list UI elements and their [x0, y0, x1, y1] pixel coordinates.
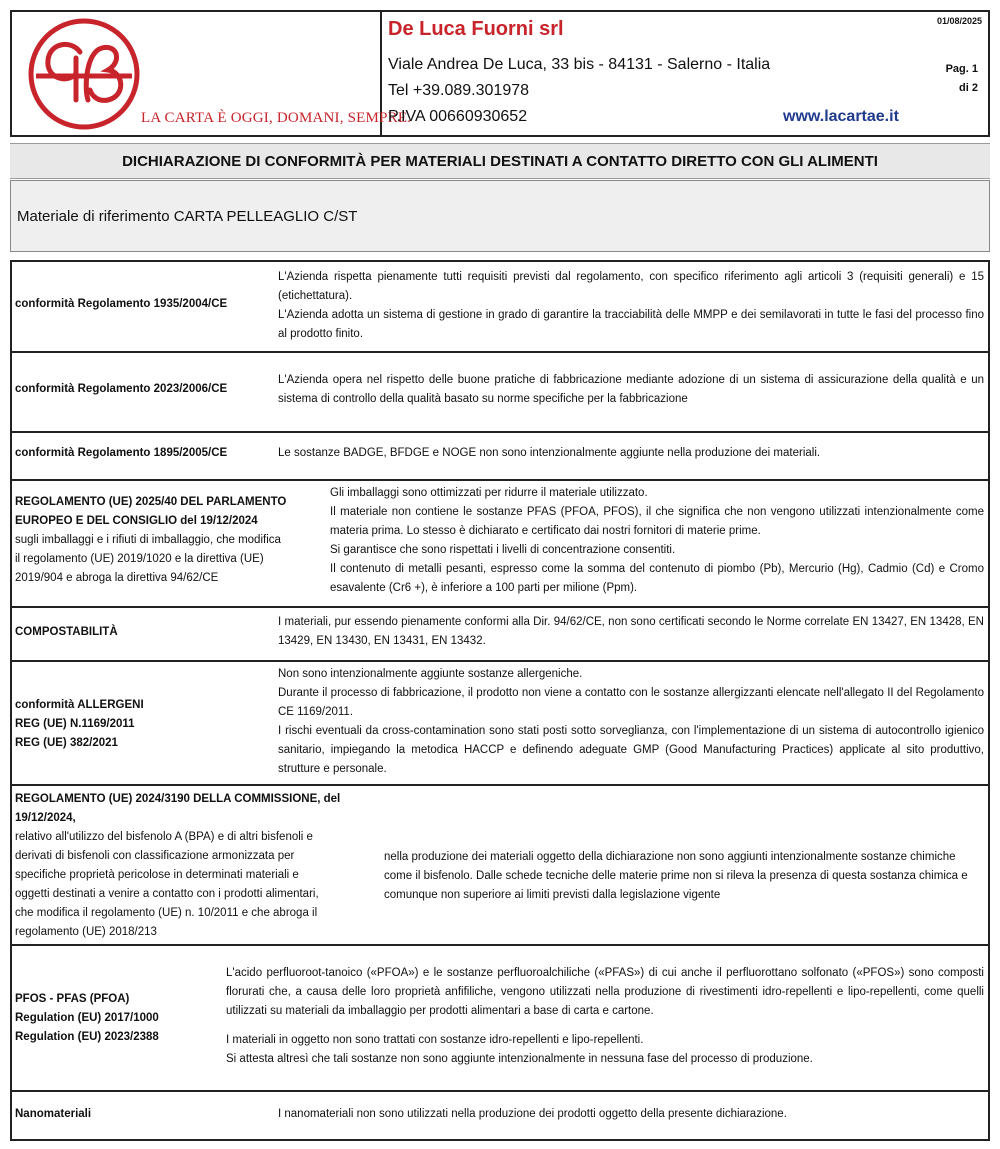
- document-header: [10, 10, 990, 137]
- company-phone: Tel +39.089.301978: [388, 82, 530, 99]
- row-text: L'Azienda opera nel rispetto delle buone pratiche di fabbricazione mediante adozione di un sistema di assicurazione della qualità e un sistema di controllo della qualità basato su norme specifiche per la fabbricazione: [278, 374, 984, 405]
- row-label: COMPOSTABILITÀ: [15, 626, 118, 638]
- row-text: nella produzione dei materiali oggetto della dichiarazione non sono aggiunti intenzionalmente sostanze chimiche come il bisfenolo. Dalle schede tecniche delle materie prime non si rileva la presenza di questa sostanza chimica e comunque non superiore ai limiti previsti dalla legislazione vigente: [384, 851, 968, 901]
- row-text: I nanomateriali non sono utilizzati nella produzione dei prodotti oggetto della presente dichiarazione.: [278, 1108, 787, 1120]
- row-label: conformità Regolamento 2023/2006/CE: [15, 383, 228, 395]
- row-text: L'Azienda rispetta pienamente tutti requisiti previsti dal regolamento, con specifico riferimento agli articoli 3 (requisiti generali) e 15 (etichettatura). L'Azienda adotta un sistema di gestione in grado di garantire la tracciabilità delle MMPP e dei semilavorati in tutte le fasi del processo fino al prodotto finito.: [278, 271, 984, 340]
- company-address: Viale Andrea De Luca, 33 bis - 84131 - Salerno - Italia: [388, 56, 771, 73]
- logo-cell: [12, 12, 412, 135]
- table-row: [12, 351, 988, 433]
- table-row: [12, 1090, 988, 1139]
- material-reference: Materiale di riferimento CARTA PELLEAGLIO C/ST: [17, 208, 358, 225]
- row-label: REGOLAMENTO (UE) 2025/40 DEL PARLAMENTO EUROPEO E DEL CONSIGLIO del 19/12/2024 sugli imballaggi e i rifiuti di imballaggio, che modifica il regolamento (UE) 2019/1020 e la direttiva (UE) 2019/904 e abroga la direttiva 94/62/CE: [15, 496, 287, 584]
- row-text: Gli imballaggi sono ottimizzati per ridurre il materiale utilizzato. Il materiale non contiene le sostanze PFAS (PFOA, PFOS), il che significa che non vengono utilizzati intenzionalmente come materia prima. Lo stesso è dichiarato e certificato dai nostri fornitori di materie prime. Si garantisce che sono rispettati i livelli di concentrazione consentiti. Il contenuto di metalli pesanti, espresso come la somma del contenuto di piombo (Pb), Mercurio (Hg), Cadmio (Cd) e Cromo esavalente (Cr6 +), è inferiore a 100 parti per milione (Ppm).: [330, 487, 984, 594]
- company-tagline: LA CARTA È OGGI, DOMANI, SEMPRE.: [141, 110, 412, 126]
- row-label: PFOS - PFAS (PFOA) Regulation (EU) 2017/1000 Regulation (EU) 2023/2388: [15, 993, 159, 1043]
- company-logo-icon: [28, 18, 140, 130]
- material-box: [10, 180, 990, 252]
- conformity-table: [10, 260, 990, 1141]
- company-name: De Luca Fuorni srl: [388, 18, 564, 40]
- row-text: L'acido perfluoroot-tanoico («PFOA») e le sostanze perfluoroalchiliche («PFAS») di cui anche il perfluorottano solfonato («PFOS») sono composti florurati che, a causa delle loro proprietà anfifiliche, vengono utilizzati nella produzione di rivestimenti idro-repellenti e lipo-repellenti, come quelli utilizzati su materiali da imballaggio per prodotti alimentari a base di carta e cartone. I materiali in oggetto non sono trattati con sostanze idro-repellenti e lipo-repellenti. Si attesta altresì che tali sostanze non sono aggiunte intenzionalmente in nessuna fase del processo di produzione.: [226, 967, 984, 1065]
- table-row: [12, 944, 988, 1092]
- row-text: Non sono intenzionalmente aggiunte sostanze allergeniche. Durante il processo di fabbricazione, il prodotto non viene a contatto con le sostanze allergizzanti elencate nell'allegato II del Regolamento CE 1169/2011. I rischi eventuali da cross-contamination sono stati posti sotto sorveglianza, con l'implementazione di un sistema di autocontrollo igienico sanitario, impiegando la metodica HACCP e definendo adeguate GMP (Good Manufacturing Practices) applicate al sito produttivo, strutture e personale.: [278, 668, 984, 775]
- document-date: 01/08/2025: [936, 16, 982, 26]
- row-text: I materiali, pur essendo pienamente conformi alla Dir. 94/62/CE, non sono certificati secondo le Norme correlate EN 13427, EN 13428, EN 13429, EN 13430, EN 13431, EN 13432.: [278, 616, 984, 647]
- document-title: DICHIARAZIONE DI CONFORMITÀ PER MATERIALI DESTINATI A CONTATTO DIRETTO CON GLI ALIMENTI: [10, 143, 990, 179]
- table-row: [12, 784, 988, 946]
- table-row: [12, 606, 988, 662]
- row-label: REGOLAMENTO (UE) 2024/3190 DELLA COMMISSIONE, del 19/12/2024, relativo all'utilizzo del bisfenolo A (BPA) e di altri bisfenoli e derivati di bisfenoli con classificazione armonizzata per specifiche proprietà pericolose in determinati materiali e oggetti destinati a venire a contatto con i prodotti alimentari, che modifica il regolamento (UE) n. 10/2011 e che abroga il regolamento (UE) 2018/213: [15, 793, 341, 938]
- row-label: conformità Regolamento 1935/2004/CE: [15, 298, 228, 310]
- row-label: conformità Regolamento 1895/2005/CE: [15, 447, 228, 459]
- table-row: [12, 431, 988, 481]
- table-row: [12, 262, 988, 353]
- page-total: di 2: [959, 82, 978, 94]
- company-website-link[interactable]: www.lacartae.it: [783, 108, 899, 125]
- row-label: Nanomateriali: [15, 1108, 92, 1120]
- table-row: [12, 479, 988, 608]
- page-number: Pag. 1: [945, 63, 978, 75]
- page-indicator: [928, 60, 978, 98]
- company-vat: P.IVA 00660930652: [388, 108, 528, 125]
- row-label: conformità ALLERGENI REG (UE) N.1169/2011 REG (UE) 382/2021: [15, 699, 144, 749]
- row-text: Le sostanze BADGE, BFDGE e NOGE non sono intenzionalmente aggiunte nella produzione dei materiali.: [278, 447, 821, 459]
- table-row: [12, 660, 988, 786]
